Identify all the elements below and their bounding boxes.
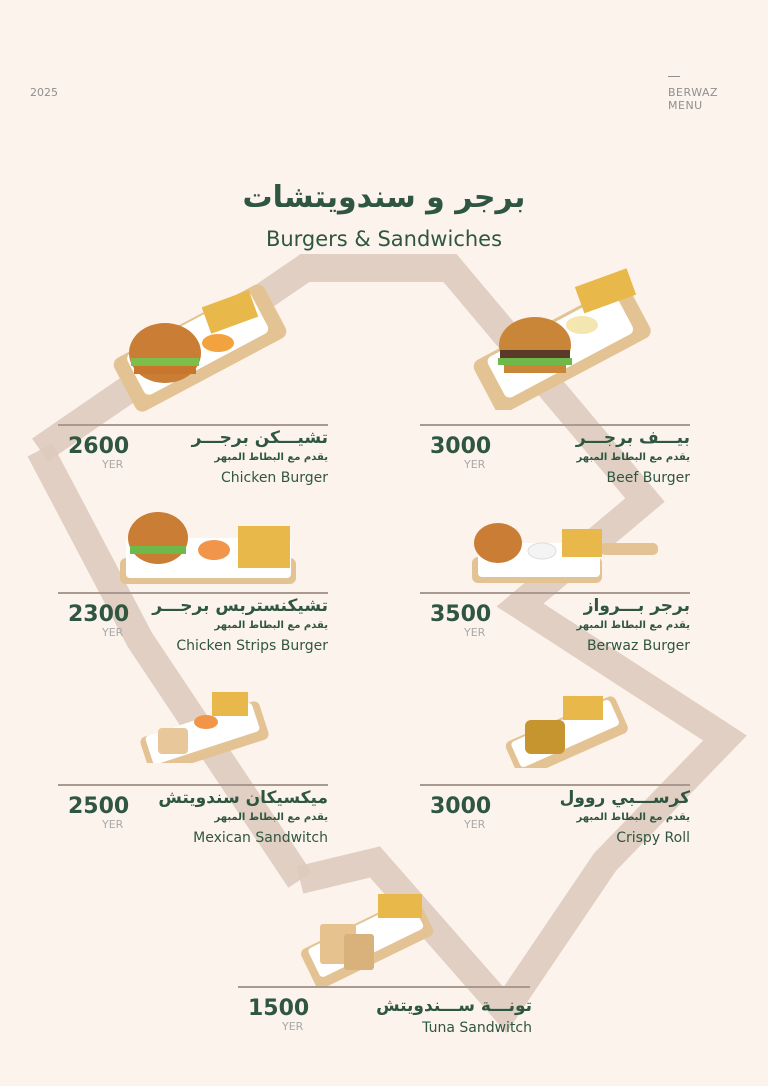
item-price: 2300 <box>68 602 130 627</box>
beef-burger-dish-image <box>470 265 660 410</box>
item-price: 3000 <box>430 794 492 819</box>
section-title-english: Burgers & Sandwiches <box>265 227 503 251</box>
item-name-arabic: تشيكنستربس برجـــر <box>152 596 328 616</box>
menu-item-tuna-sandwitch <box>238 986 532 1058</box>
menu-item-mexican-sandwitch <box>58 784 328 856</box>
tuna-sandwitch-dish-image <box>298 862 438 987</box>
item-description-arabic: يقدم مع البطاط المبهر <box>214 452 328 463</box>
item-divider <box>420 424 690 426</box>
brand-line-2: MENU <box>668 99 703 112</box>
chicken-burger-dish-image <box>110 258 300 418</box>
item-name-arabic: كرســـبي روول <box>559 788 690 808</box>
item-name-english: Tuna Sandwitch <box>422 1020 532 1036</box>
item-currency: YER <box>282 1020 304 1033</box>
item-name-arabic: تونـــة ســـندويتش <box>376 996 532 1016</box>
item-divider <box>238 986 530 988</box>
item-currency: YER <box>464 626 486 639</box>
item-divider <box>58 784 328 786</box>
item-name-english: Chicken Burger <box>220 470 328 486</box>
item-name-english: Mexican Sandwitch <box>193 830 328 846</box>
item-name-arabic: ميكسيكان سندويتش <box>158 788 328 808</box>
item-price: 3000 <box>430 434 492 459</box>
item-name-english: Chicken Strips Burger <box>176 638 328 654</box>
brand-rule <box>668 76 680 77</box>
item-currency: YER <box>464 458 486 471</box>
item-description-arabic: يقدم مع البطاط المبهر <box>214 812 328 823</box>
item-price: 2600 <box>68 434 130 459</box>
item-currency: YER <box>102 458 124 471</box>
item-name-arabic: برجر بـــرواز <box>583 596 690 616</box>
item-name-english: Crispy Roll <box>616 830 690 846</box>
item-description-arabic: يقدم مع البطاط المبهر <box>576 620 690 631</box>
item-description-arabic: يقدم مع البطاط المبهر <box>214 620 328 631</box>
brand-line-1: BERWAZ <box>668 86 719 99</box>
item-divider <box>58 592 328 594</box>
chicken-strips-burger-dish-image <box>118 508 298 588</box>
menu-item-crispy-roll <box>420 784 690 856</box>
item-name-english: Berwaz Burger <box>586 638 690 654</box>
brand-label <box>668 86 718 112</box>
item-price: 3500 <box>430 602 492 627</box>
item-divider <box>420 592 690 594</box>
menu-item-beef-burger <box>420 424 690 496</box>
menu-item-berwaz-burger <box>420 592 690 664</box>
mexican-sandwitch-dish-image <box>140 688 270 763</box>
item-name-english: Beef Burger <box>606 470 690 486</box>
year-label: 2025 <box>30 86 58 99</box>
menu-item-chicken-burger <box>58 424 328 496</box>
item-price: 2500 <box>68 794 130 819</box>
item-currency: YER <box>102 818 124 831</box>
item-price: 1500 <box>248 996 310 1021</box>
item-divider <box>420 784 690 786</box>
crispy-roll-dish-image <box>505 688 630 768</box>
item-description-arabic: يقدم مع البطاط المبهر <box>576 452 690 463</box>
item-divider <box>58 424 328 426</box>
item-description-arabic: يقدم مع البطاط المبهر <box>576 812 690 823</box>
berwaz-burger-dish-image <box>470 515 660 587</box>
item-currency: YER <box>464 818 486 831</box>
section-title-arabic: برجر و سندويتشات <box>242 180 526 215</box>
menu-item-chicken-strips-burger <box>58 592 328 664</box>
item-currency: YER <box>102 626 124 639</box>
item-name-arabic: بيـــف برجـــر <box>575 428 690 448</box>
item-name-arabic: تشيـــكن برجـــر <box>191 428 328 448</box>
